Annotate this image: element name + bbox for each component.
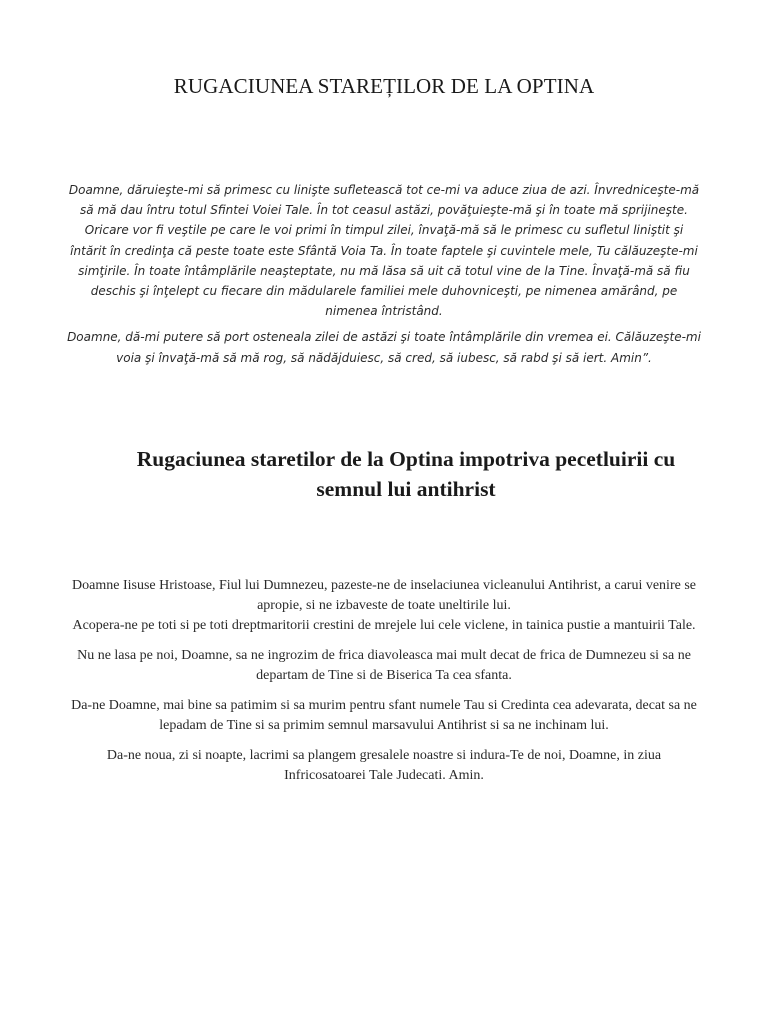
- prayer-paragraph: Acopera-ne pe toti si pe toti dreptmaritorii crestini de mrejele lui cele viclene, in tainica pustie a mantuirii Tale.: [72, 618, 696, 633]
- page-title: RUGACIUNEA STAREȚILOR DE LA OPTINA: [173, 74, 595, 98]
- prayer-paragraph: Doamne, dăruieşte-mi să primesc cu linişte sufletească tot ce-mi va aduce ziua de azi. Învredniceşte-mă să mă dau întru totul Sfintei Voiei Tale. În tot ceasul astăzi, povăţuieşte-mă şi în toate mă sprijineşte. Oricare vor fi veştile pe care le voi primi în timpul zilei, învaţă-mă să le primesc cu sufletul liniştit şi întărit în credinţa că peste toate este Sfântă Voia Ta. În toate faptele şi cuvintele mele, Tu călăuzeşte-mi simţirile. În toate întâmplările neaşteptate, nu mă lăsa să uit că totul vine de la Tine. Învaţă-mă să fiu deschis şi înţelept cu fiecare din mădularele familiei mele duhovniceşti, pe nimenea amărând, pe nimenea întristând.: [68, 183, 700, 319]
- prayer-paragraph: Da-ne noua, zi si noapte, lacrimi sa plangem gresalele noastre si indura-Te de noi, Doamne, in ziua Infricosatoarei Tale Judecati. Amin.: [106, 748, 662, 783]
- prayer-against-antichrist: [66, 576, 702, 796]
- prayer-optina-elders: [66, 180, 702, 374]
- prayer-paragraph: Doamne Iisuse Hristoase, Fiul lui Dumnezeu, pazeste-ne de inselaciunea vicleanului Antihrist, a carui venire se apropie, si ne izbaveste de toate uneltirile lui.: [72, 578, 696, 613]
- prayer-paragraph: Da-ne Doamne, mai bine sa patimim si sa murim pentru sfant numele Tau si Credinta cea adevarata, decat sa ne lepadam de Tine si sa primim semnul marsavului Antihrist si sa ne inchinam lui.: [71, 698, 697, 733]
- section-title: Rugaciunea staretilor de la Optina impotriva pecetluirii cu semnul lui antihrist: [136, 447, 676, 501]
- prayer-paragraph: Nu ne lasa pe noi, Doamne, sa ne ingrozim de frica diavoleasca mai mult decat de frica de Dumnezeu si sa ne departam de Tine si de Biserica Ta cea sfanta.: [77, 648, 691, 683]
- prayer-paragraph: Doamne, dă-mi putere să port osteneala zilei de astăzi şi toate întâmplările din vremea ei. Călăuzeşte-mi voia şi învaţă-mă să mă rog, să nădăjduiesc, să cred, să iubesc, să rabd şi să iert. Amin”.: [67, 330, 701, 365]
